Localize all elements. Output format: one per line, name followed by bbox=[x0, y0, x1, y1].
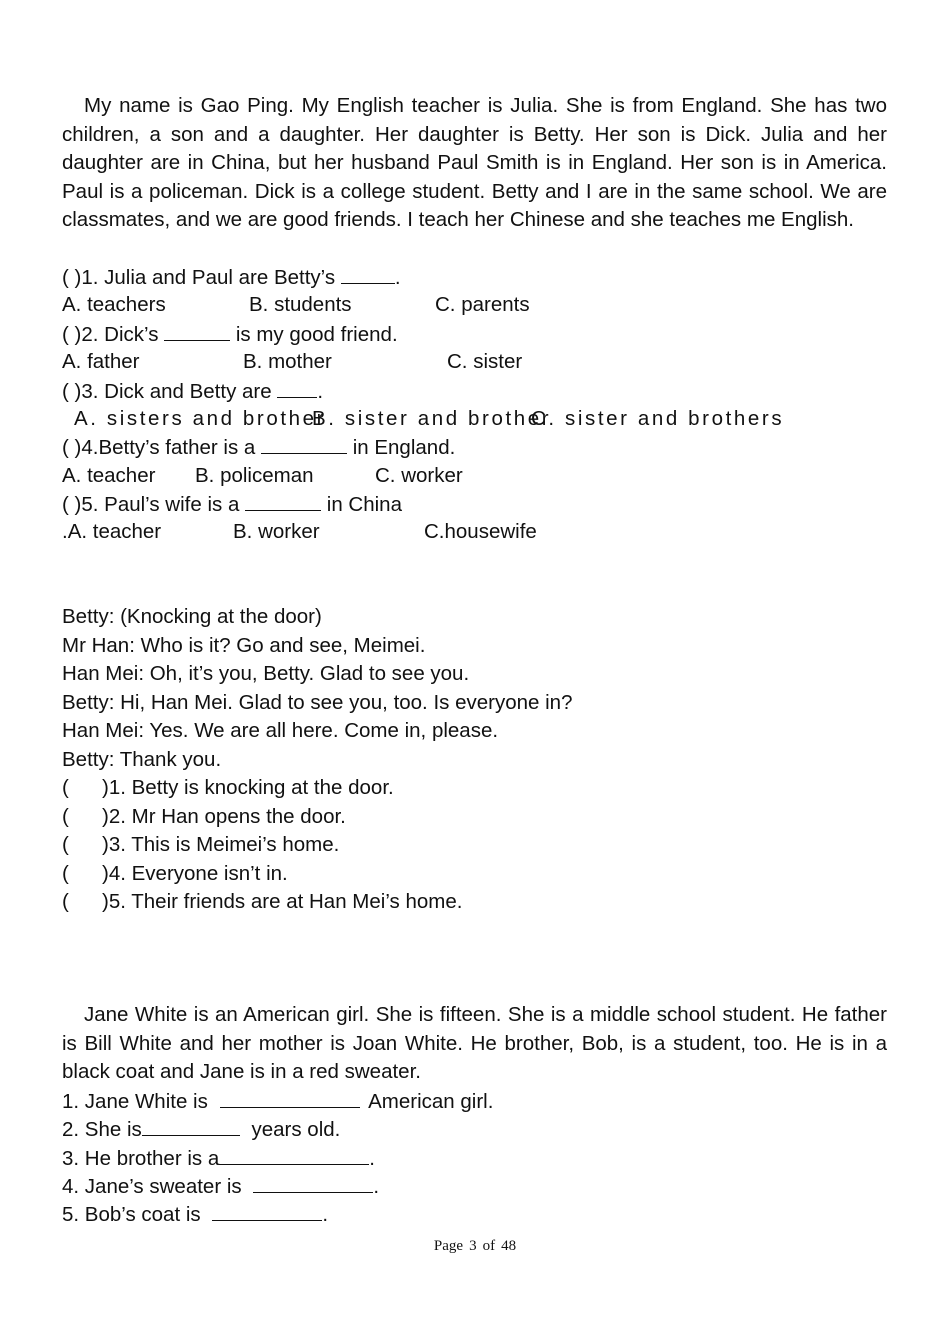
answer-blank[interactable] bbox=[212, 1200, 322, 1221]
option-b: B. worker bbox=[233, 520, 320, 543]
option-a: A. sisters and brother bbox=[74, 407, 327, 430]
fill-item-3-4: 4. Jane’s sweater is . bbox=[62, 1172, 379, 1202]
question-1-2: ( )2. Dick’s is my good friend. bbox=[62, 320, 398, 350]
option-b: B. policeman bbox=[195, 464, 314, 487]
statement-2-2: ( )2. Mr Han opens the door. bbox=[62, 803, 346, 832]
dialogue-line: Betty: (Knocking at the door) bbox=[62, 605, 322, 628]
option-b: B. mother bbox=[243, 350, 332, 373]
statement-2-3: ( )3. This is Meimei’s home. bbox=[62, 831, 339, 860]
statement-2-4: ( )4. Everyone isn’t in. bbox=[62, 860, 288, 889]
answer-blank[interactable] bbox=[277, 377, 317, 398]
answer-blank[interactable] bbox=[261, 433, 347, 454]
statement-2-1: ( )1. Betty is knocking at the door. bbox=[62, 774, 394, 803]
dialogue-line: Han Mei: Yes. We are all here. Come in, please. bbox=[62, 719, 499, 742]
answer-paren[interactable]: ( ) bbox=[62, 266, 82, 289]
answer-paren[interactable]: ( bbox=[62, 890, 69, 913]
option-b: B. students bbox=[249, 293, 352, 316]
option-c: C. sister and brothers bbox=[531, 407, 785, 430]
answer-paren[interactable]: ( bbox=[62, 805, 69, 828]
of-label: of bbox=[482, 1238, 496, 1254]
answer-blank[interactable] bbox=[341, 263, 395, 284]
option-c: C. parents bbox=[435, 293, 530, 316]
answer-blank[interactable] bbox=[219, 1144, 369, 1165]
answer-paren[interactable]: ( bbox=[62, 833, 69, 856]
option-b: B. sister and brother bbox=[312, 407, 552, 430]
option-a: A. teacher bbox=[62, 464, 156, 487]
answer-paren[interactable]: ( bbox=[62, 776, 69, 799]
dialogue-line: Betty: Hi, Han Mei. Glad to see you, too. Is everyone in? bbox=[62, 691, 573, 714]
page-label: Page bbox=[433, 1238, 464, 1254]
option-a: .A. teacher bbox=[62, 520, 162, 543]
total-pages: 48 bbox=[501, 1238, 517, 1254]
fill-item-3-5: 5. Bob’s coat is . bbox=[62, 1200, 328, 1230]
fill-item-3-3: 3. He brother is a . bbox=[62, 1144, 375, 1174]
dialogue-line: Betty: Thank you. bbox=[62, 748, 222, 771]
dialogue-line: Mr Han: Who is it? Go and see, Meimei. bbox=[62, 634, 426, 657]
question-1-5: ( )5. Paul’s wife is a in China bbox=[62, 490, 402, 520]
question-1-1: ( )1. Julia and Paul are Betty’s . bbox=[62, 263, 401, 293]
answer-paren[interactable]: ( ) bbox=[62, 380, 82, 403]
page-footer bbox=[0, 1236, 950, 1256]
answer-blank[interactable] bbox=[245, 490, 321, 511]
current-page-number: 3 bbox=[469, 1238, 477, 1254]
fill-item-3-2: 2. She is years old. bbox=[62, 1115, 340, 1145]
question-1-3: ( )3. Dick and Betty are . bbox=[62, 377, 323, 407]
answer-paren[interactable]: ( ) bbox=[62, 323, 82, 346]
answer-paren[interactable]: ( bbox=[62, 862, 69, 885]
dialogue-line: Han Mei: Oh, it’s you, Betty. Glad to see you. bbox=[62, 662, 470, 685]
reading-passage-1: My name is Gao Ping. My English teacher is Julia. She is from England. She has two children, a son and a daughter. Her daughter is Betty. Her son is Dick. Julia and her daughter are in China, but her husband Paul Smith is in England. Her son is in America. Paul is a policeman. Dick is a college student. Betty and I are in the same school. We are classmates, and we are good friends. I teach her Chinese and she teaches me English. bbox=[62, 94, 887, 231]
answer-blank[interactable] bbox=[253, 1172, 373, 1193]
reading-passage-3: Jane White is an American girl. She is fifteen. She is a middle school student. He father is Bill White and her mother is Joan White. He brother, Bob, is a student, too. He is in a black coat and Jane is in a red sweater. bbox=[62, 1003, 887, 1083]
option-c: C. sister bbox=[447, 350, 523, 373]
option-c: C.housewife bbox=[424, 520, 537, 543]
option-a: A. father bbox=[62, 350, 140, 373]
answer-paren[interactable]: ( ) bbox=[62, 493, 82, 516]
answer-paren[interactable]: ( ) bbox=[62, 436, 82, 459]
answer-blank[interactable] bbox=[164, 320, 230, 341]
option-c: C. worker bbox=[375, 464, 463, 487]
option-a: A. teachers bbox=[62, 293, 166, 316]
answer-blank[interactable] bbox=[220, 1087, 360, 1108]
statement-2-5: ( )5. Their friends are at Han Mei’s home. bbox=[62, 888, 462, 917]
question-1-4: ( )4.Betty’s father is a in England. bbox=[62, 433, 455, 463]
fill-item-3-1: 1. Jane White is American girl. bbox=[62, 1087, 493, 1117]
answer-blank[interactable] bbox=[142, 1115, 240, 1136]
